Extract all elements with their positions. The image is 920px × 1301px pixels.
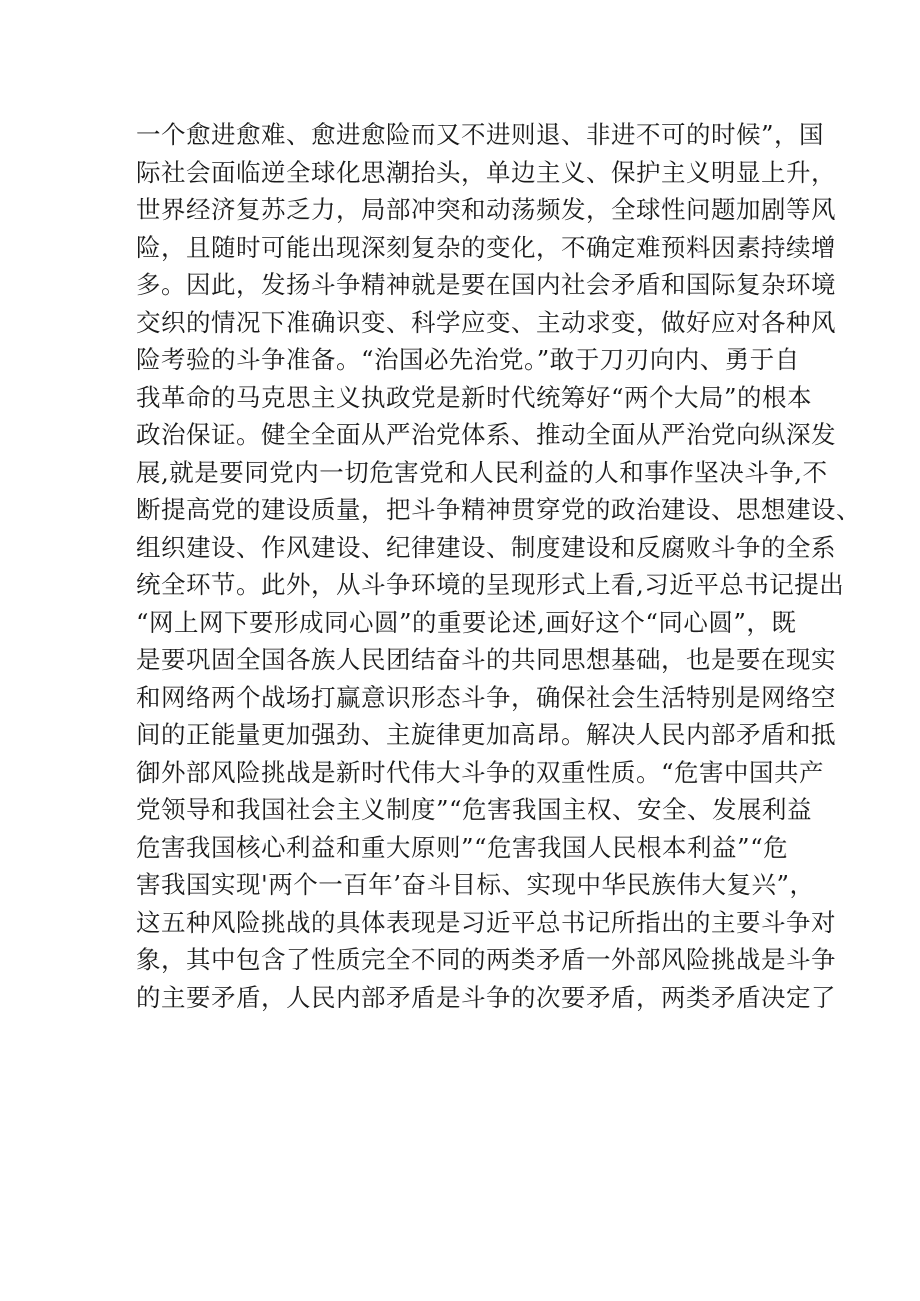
text-line-9: 政治保证。健全全面从严治党体系、推动全面从严治党向纵深发 — [136, 420, 836, 449]
text-line-1: 一个愈进愈难、愈进愈险而又不进则退、非进不可的时候”，国 — [136, 120, 825, 149]
text-line-18: 御外部风险挑战是新时代伟大斗争的双重性质。“危害中国共产 — [136, 757, 825, 787]
text-line-5: 多。因此，发扬斗争精神就是要在国内社会矛盾和国际复杂环境 — [136, 270, 836, 299]
text-line-4: 险，且随时可能出现深刻复杂的变化，不确定难预料因素持续增 — [136, 232, 836, 262]
text-line-21: 害我国实现'两个一百年’奋斗目标、实现中华民族伟大复兴”， — [136, 870, 815, 899]
text-line-16: 和网络两个战场打赢意识形态斗争，确保社会生活特别是网络空 — [136, 682, 836, 712]
text-line-3: 世界经济复苏乏力，局部冲突和动荡频发，全球性问题加剧等风 — [136, 195, 836, 224]
text-line-10: 展,就是要同党内一切危害党和人民利益的人和事作坚决斗争,不 — [136, 457, 828, 487]
text-line-8: 我革命的马克思主义执政党是新时代统筹好“两个大局”的根本 — [136, 382, 813, 412]
text-line-7: 险考验的斗争准备。“治国必先治党。”敢于刀刃向内、勇于自 — [136, 345, 800, 374]
text-line-6: 交织的情况下准确识变、科学应变、主动求变，做好应对各种风 — [136, 307, 836, 337]
text-line-15: 是要巩固全国各族人民团结奋斗的共同思想基础，也是要在现实 — [136, 645, 836, 674]
body-paragraph — [136, 116, 861, 1016]
text-line-23: 象，其中包含了性质完全不同的两类矛盾一外部风险挑战是斗争 — [136, 945, 836, 974]
text-line-22: 这五种风险挑战的具体表现是习近平总书记所指出的主要斗争对 — [136, 907, 836, 937]
text-line-17: 间的正能量更加强劲、主旋律更加高昂。解决人民内部矛盾和抵 — [136, 720, 836, 749]
text-line-24: 的主要矛盾，人民内部矛盾是斗争的次要矛盾，两类矛盾决定了 — [136, 982, 836, 1012]
text-line-13: 统全环节。此外，从斗争环境的呈现形式上看,习近平总书记提出 — [136, 570, 845, 599]
text-line-12: 组织建设、作风建设、纪律建设、制度建设和反腐败斗争的全系 — [136, 532, 836, 562]
text-line-14: “网上网下要形成同心圆”的重要论述,画好这个“同心圆”，既 — [136, 607, 797, 637]
text-line-2: 际社会面临逆全球化思潮抬头，单边主义、保护主义明显上升， — [136, 157, 836, 187]
text-line-20: 危害我国核心利益和重大原则”“危害我国人民根本利益”“危 — [136, 832, 789, 862]
text-line-19: 党领导和我国社会主义制度”“危害我国主权、安全、发展利益 — [136, 795, 813, 824]
text-line-11: 断提高党的建设质量，把斗争精神贯穿党的政治建设、思想建设、 — [136, 495, 861, 524]
